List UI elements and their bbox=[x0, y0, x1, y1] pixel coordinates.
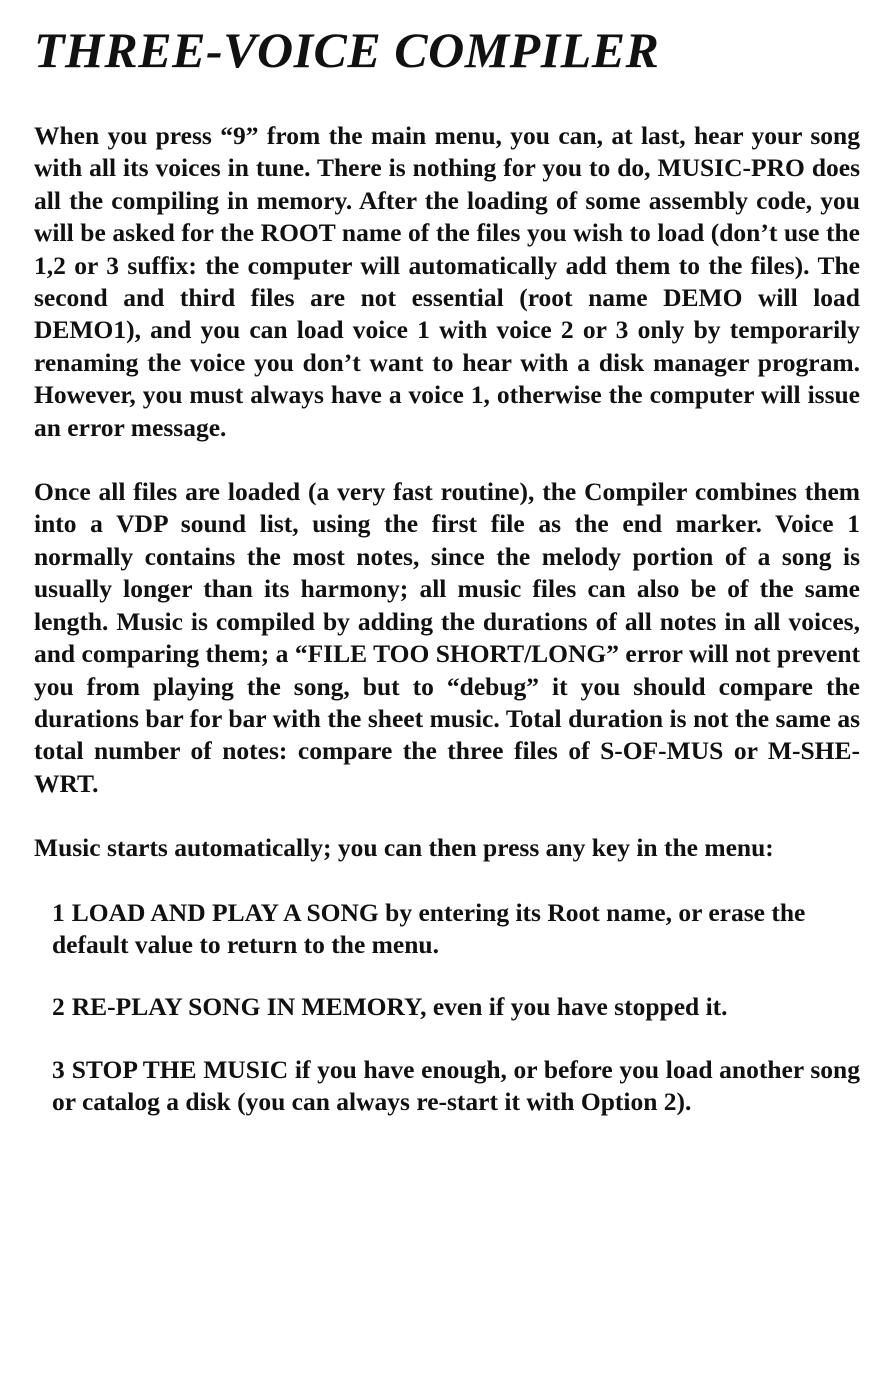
document-page bbox=[34, 22, 860, 1149]
option-text: LOAD AND PLAY A SONG by entering its Root name, or erase the default value to return to the menu. bbox=[52, 897, 806, 959]
page-title: THREE-VOICE COMPILER bbox=[34, 22, 660, 78]
paragraph-menu-intro: Music starts automatically; you can then press any key in the menu: bbox=[34, 833, 774, 863]
menu-options-list bbox=[34, 897, 860, 1119]
menu-option-replay bbox=[52, 991, 792, 1023]
menu-option-load-play bbox=[52, 897, 860, 962]
option-number: 2 bbox=[52, 992, 65, 1022]
option-number: 3 bbox=[52, 1054, 65, 1084]
option-text: STOP THE MUSIC if you have enough, or before you load another song or catalog a disk (you can always re-start it with Option 2). bbox=[52, 1054, 860, 1117]
paragraph-compiling-process: Once all files are loaded (a very fast routine), the Compiler combines them into a VDP sound list, using the first file as the end marker. Voice 1 normally contains the most notes, since the melody portion of a song is usually longer than its harmony; all music files can also be of the same length. Music is compiled by adding the durations of all notes in all voices, and comparing them; a “FILE TOO SHORT/LONG” error will not prevent you from playing the song, but to “debug” it you should compare the durations bar for bar with the sheet music. Total duration is not the same as total number of notes: compare the three files of S-OF-MUS or M-SHE-WRT. bbox=[34, 477, 860, 798]
menu-option-stop bbox=[52, 1054, 860, 1119]
option-text: RE-PLAY SONG IN MEMORY, even if you have stopped it. bbox=[71, 992, 728, 1022]
option-number: 1 bbox=[52, 897, 65, 927]
paragraph-compiler-intro: When you press “9” from the main menu, you can, at last, hear your song with all its voices in tune. There is nothing for you to do, MUSIC-PRO does all the compiling in memory. After the loading of some assembly code, you will be asked for the ROOT name of the files you wish to load (don’t use the 1,2 or 3 suffix: the computer will automatically add them to the files). The second and third files are not essential (root name DEMO will load DEMO1), and you can load voice 1 with voice 2 or 3 only by temporarily renaming the voice you don’t want to hear with a disk manager program. However, you must always have a voice 1, otherwise the computer will issue an error message. bbox=[34, 121, 860, 442]
